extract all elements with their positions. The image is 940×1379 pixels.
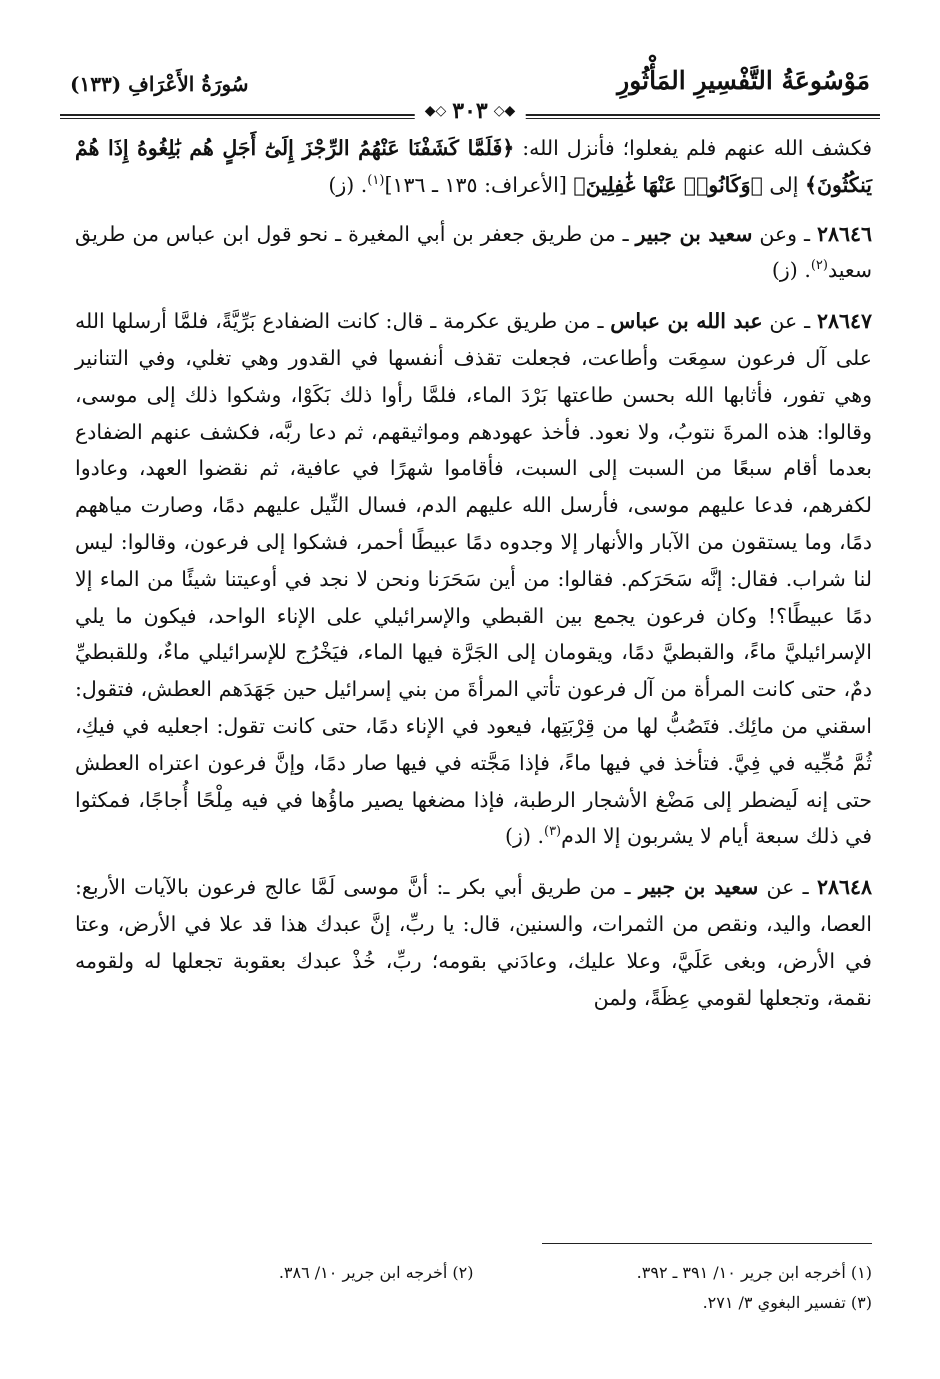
- diamond-ornament-icon: ◇◆: [424, 103, 447, 119]
- footnote-marker: (١): [367, 172, 385, 188]
- narrator-name: سعيد بن جبير: [638, 875, 759, 900]
- report-28647: [75, 303, 872, 855]
- footnote-marker: (٣): [543, 824, 562, 840]
- report-text: ـ من طريق عكرمة ـ قال: كانت الضفادع بَرِّيَّةً، فلمَّا أرسلها الله على آل فرعون سمِعَت وأطاعت، فجعلت تقذف أنفسها في القدور وهي تغلي، وفي التنانير وهي تفور، فأثابها الله بحسن طاعتها بَرْدَ الماء، فلمَّا رأوا ذلك بَكَوْا، وشكوا ذلك إلى موسى، وقالوا: هذه المرةَ نتوبُ، ولا نعود. فأخذ عهودهم ومواثيقهم، ثم دعا ربَّه، فكشف عنهم الضفادع بعدما أقام سبعًا من السبت إلى السبت، فأقاموا شهرًا في عافية، ثم نقضوا العهد، وعادوا لكفرهم، فدعا عليهم موسى، فأرسل الله عليهم الدم، فسال النِّيل عليهم دمًا، وصارت مياههم دمًا، وما يستقون من الآبار والأنهار إلا وجدوه دمًا عبيطًا أحمر، فشكوا إلى فرعون، وقالوا: ليس لنا شراب. فقال: إنَّه سَحَرَكم. فقالوا: من أين سَحَرَنا ونحن لا نجد في أوعيتنا شيئًا من الماء إلا دمًا عبيطًا؟! وكان فرعون يجمع بين القبطي والإسرائيلي على الإناء الواحد، فيكون ما يلي الإسرائيليَّ ماءً، والقبطيَّ دمًا، ويقومان إلى الجَرَّة فيها الماء، فيَخْرُج للإسرائيلي ماءٌ، وللقبطيِّ دمٌ، حتى كانت المرأة من آل فرعون تأتي المرأةَ من بني إسرائيل حين جَهَدَهم العطش، فتقول: اسقني من مائِك. فتَصُبُّ لها من قِرْبَتِها، فيعود في الإناء دمًا، حتى كانت تقول: اجعليه في فيكِ، ثُمَّ مُجِّيه في فِيَّ. فتأخذ في فيها ماءً، فإذا مَجَّته في فيها صار دمًا، وإنَّ فرعون اعتراه العطش حتى إنه لَيضطر إلى مَضْغ الأشجار الرطبة، فإذا مضغها يصير ماؤُها في فيه مِلْحًا أُجاجًا، فمكثوا في ذلك سبعة أيام لا يشربون إلا الدم: [75, 309, 872, 849]
- footnote-3: (٣) تفسير البغوي ٣/ ٢٧١.: [702, 1293, 872, 1312]
- text-run: ـ عن: [762, 309, 817, 334]
- report-28648: [75, 869, 872, 1016]
- diamond-ornament-icon: ◆◇: [493, 103, 516, 119]
- report-number: ٢٨٦٤٧: [816, 309, 872, 334]
- footnotes: [75, 1258, 872, 1318]
- page-number-block: [415, 98, 526, 124]
- report-28646: [75, 216, 872, 290]
- source-tag: . (ز): [328, 172, 368, 197]
- source-tag: . (ز): [505, 824, 544, 849]
- report-number: ٢٨٦٤٦: [816, 221, 872, 246]
- footnote-marker: (٢): [810, 258, 828, 274]
- report-text: ـ من طريق أبي بكر ـ: أنَّ موسى لَمَّا عالج فرعون بالآيات الأربع: العصا، واليد، ونقص من الثمرات، والسنين، قال: يا ربِّ، إنَّ عبدك هذا قد علا في الأرض، وعتا في الأرض، وبغى عَلَيَّ، وعلا عليك، وعادَني بقومه؛ ربِّ، خُذْ عبدك بعقوبة تجعلها له ولقومه نقمة، وتجعلها لقومي عِظَةً، ولمن: [75, 875, 872, 1010]
- footnote-1: (١) أخرجه ابن جرير ١٠/ ٣٩١ ـ ٣٩٢.: [636, 1263, 872, 1282]
- report-text: ـ من طريق جعفر بن أبي المغيرة ـ نحو قول ابن عباس من طريق سعيد: [75, 221, 872, 283]
- page-number: ٣٠٣: [452, 98, 488, 124]
- report-number: ٢٨٦٤٨: [816, 875, 872, 900]
- surah-reference: سُورَةُ الأَعْرَافِ (١٣٣): [70, 72, 249, 96]
- text-run: فكشف الله عنهم فلم يفعلوا؛ فأنزل الله:: [514, 136, 872, 160]
- book-title: مَوْسُوعَةُ التَّفْسِيرِ المَأْثُورِ: [617, 66, 870, 95]
- main-text: [75, 130, 872, 1030]
- quran-verse: ﴿وَكَانُوا۟ عَنْهَا غَٰفِلِينَ﴾: [573, 172, 763, 197]
- footnote-separator: [542, 1243, 872, 1244]
- source-tag: . (ز): [771, 258, 811, 283]
- footnote-row: [75, 1288, 872, 1318]
- verse-reference: [الأعراف: ١٣٥ ـ ١٣٦]: [384, 172, 574, 197]
- narrator-name: عبد الله بن عباس: [610, 309, 763, 334]
- text-run: إلى: [762, 172, 805, 197]
- footnote-2: (٢) أخرجه ابن جرير ١٠/ ٣٨٦.: [278, 1263, 474, 1282]
- footnote-row: [75, 1258, 872, 1288]
- text-run: ـ وعن: [752, 221, 817, 246]
- paragraph-continuation: [75, 130, 872, 204]
- running-header: [60, 58, 880, 124]
- narrator-name: سعيد بن جبير: [635, 221, 753, 246]
- quran-verse: ﴿فَلَمَّا كَشَفْنَا عَنْهُمُ الرِّجْزَ إِلَىٰٓ أَجَلٍ هُم بَٰلِغُوهُ إِذَا هُمْ يَنكُثُونَ﴾: [75, 136, 872, 197]
- text-run: ـ عن: [758, 875, 817, 900]
